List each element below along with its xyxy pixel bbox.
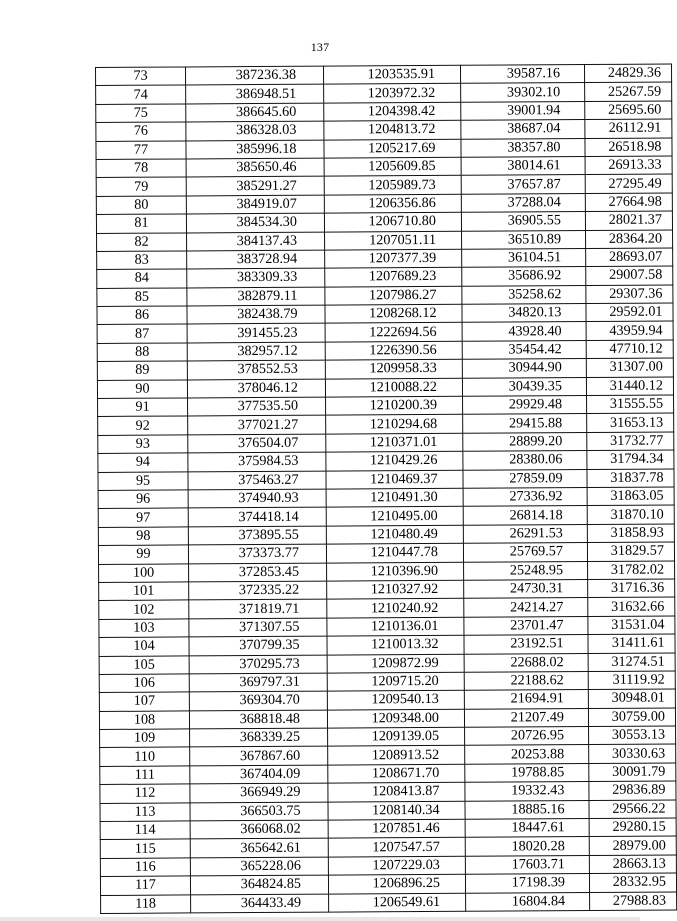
row-number-cell: 79	[96, 177, 186, 196]
value-cell-4: 47710.12	[586, 340, 673, 359]
value-cell-4: 31653.13	[587, 413, 674, 432]
value-cell-3: 35686.92	[462, 267, 586, 286]
value-cell-3: 18447.61	[465, 819, 589, 838]
value-cell-4: 25267.59	[585, 82, 672, 101]
value-cell-1: 365642.61	[190, 838, 328, 857]
value-cell-4: 31531.04	[588, 616, 675, 635]
value-cell-4: 31829.57	[587, 542, 674, 561]
value-cell-1: 377021.27	[188, 416, 326, 435]
value-cell-1: 375984.53	[188, 452, 326, 471]
value-cell-2: 1203535.91	[323, 65, 460, 84]
row-number-cell: 92	[98, 416, 188, 435]
value-cell-4: 31274.51	[588, 652, 675, 671]
value-cell-3: 29929.48	[463, 396, 587, 415]
value-cell-1: 372853.45	[189, 563, 327, 582]
value-cell-1: 384919.07	[186, 195, 324, 214]
value-cell-2: 1204813.72	[324, 120, 461, 139]
row-number-cell: 106	[99, 674, 189, 693]
value-cell-2: 1208913.52	[328, 746, 465, 765]
value-cell-4: 24829.36	[584, 64, 671, 83]
value-cell-2: 1208413.87	[328, 782, 465, 801]
value-cell-1: 385291.27	[186, 176, 324, 195]
value-cell-2: 1207051.11	[325, 231, 462, 250]
value-cell-3: 21694.91	[464, 690, 588, 709]
value-cell-2: 1210491.30	[326, 488, 463, 507]
value-cell-4: 30330.63	[589, 744, 676, 763]
value-cell-4: 26518.98	[585, 138, 672, 157]
value-cell-4: 29836.89	[589, 781, 676, 800]
value-cell-1: 368818.48	[189, 710, 327, 729]
value-cell-3: 27336.92	[463, 487, 587, 506]
row-number-cell: 100	[99, 563, 189, 582]
value-cell-3: 28380.06	[463, 451, 587, 470]
value-cell-3: 17603.71	[465, 855, 589, 874]
row-number-cell: 115	[100, 839, 190, 858]
value-cell-1: 378046.12	[187, 379, 325, 398]
value-cell-1: 367404.09	[190, 765, 328, 784]
row-number-cell: 98	[98, 527, 188, 546]
row-number-cell: 113	[100, 803, 190, 822]
row-number-cell: 95	[98, 472, 188, 491]
row-number-cell: 103	[99, 619, 189, 638]
coordinates-table	[95, 63, 677, 913]
value-cell-1: 387236.38	[186, 66, 324, 85]
value-cell-2: 1205989.73	[324, 176, 461, 195]
value-cell-1: 385650.46	[186, 158, 324, 177]
table-row	[101, 892, 677, 914]
value-cell-4: 31837.78	[587, 469, 674, 488]
row-number-cell: 104	[99, 637, 189, 656]
value-cell-2: 1210294.68	[326, 415, 463, 434]
value-cell-2: 1210469.37	[326, 470, 463, 489]
value-cell-1: 371307.55	[189, 618, 327, 637]
row-number-cell: 75	[96, 104, 186, 123]
value-cell-1: 374940.93	[188, 489, 326, 508]
value-cell-1: 383728.94	[187, 250, 325, 269]
value-cell-1: 382438.79	[187, 305, 325, 324]
row-number-cell: 74	[96, 85, 186, 104]
value-cell-4: 26112.91	[585, 119, 672, 138]
row-number-cell: 108	[99, 711, 189, 730]
value-cell-3: 38357.80	[461, 138, 585, 157]
value-cell-3: 16804.84	[466, 892, 590, 911]
row-number-cell: 111	[100, 766, 190, 785]
row-number-cell: 77	[96, 141, 186, 160]
value-cell-3: 30439.35	[462, 377, 586, 396]
row-number-cell: 86	[97, 306, 187, 325]
value-cell-4: 31794.34	[587, 450, 674, 469]
value-cell-1: 373373.77	[188, 544, 326, 563]
value-cell-2: 1203972.32	[324, 84, 461, 103]
value-cell-1: 368339.25	[190, 728, 328, 747]
row-number-cell: 114	[100, 821, 190, 840]
value-cell-2: 1209139.05	[328, 727, 465, 746]
value-cell-3: 29415.88	[463, 414, 587, 433]
value-cell-2: 1208268.12	[325, 304, 462, 323]
value-cell-4: 30948.01	[588, 689, 675, 708]
value-cell-2: 1206710.80	[324, 212, 461, 231]
row-number-cell: 84	[97, 269, 187, 288]
row-number-cell: 91	[98, 398, 188, 417]
value-cell-2: 1210136.01	[327, 617, 464, 636]
value-cell-2: 1208671.70	[328, 764, 465, 783]
value-cell-4: 31782.02	[588, 561, 675, 580]
row-number-cell: 73	[96, 67, 186, 86]
value-cell-1: 382879.11	[187, 287, 325, 306]
value-cell-3: 36510.89	[462, 230, 586, 249]
value-cell-3: 30944.90	[462, 359, 586, 378]
value-cell-2: 1207689.23	[325, 268, 462, 287]
value-cell-3: 35454.42	[462, 340, 586, 359]
value-cell-4: 30553.13	[589, 726, 676, 745]
value-cell-3: 39587.16	[460, 65, 584, 84]
value-cell-4: 27295.49	[585, 174, 672, 193]
value-cell-2: 1210327.92	[327, 580, 464, 599]
value-cell-2: 1210013.32	[327, 635, 464, 654]
value-cell-3: 23701.47	[464, 616, 588, 635]
value-cell-4: 25695.60	[585, 101, 672, 120]
row-number-cell: 85	[97, 288, 187, 307]
value-cell-2: 1210429.26	[326, 451, 463, 470]
value-cell-3: 24214.27	[464, 598, 588, 617]
value-cell-2: 1209540.13	[327, 691, 464, 710]
value-cell-3: 20726.95	[465, 727, 589, 746]
value-cell-4: 31732.77	[587, 432, 674, 451]
value-cell-4: 31632.66	[588, 597, 675, 616]
value-cell-2: 1206549.61	[329, 893, 466, 912]
value-cell-4: 31863.05	[587, 487, 674, 506]
value-cell-1: 382957.12	[187, 342, 325, 361]
value-cell-3: 18020.28	[465, 837, 589, 856]
value-cell-3: 20253.88	[465, 745, 589, 764]
value-cell-1: 378552.53	[187, 360, 325, 379]
value-cell-1: 385996.18	[186, 140, 324, 159]
value-cell-2: 1210480.49	[326, 525, 463, 544]
row-number-cell: 101	[99, 582, 189, 601]
row-number-cell: 89	[97, 361, 187, 380]
value-cell-2: 1206896.25	[328, 874, 465, 893]
row-number-cell: 88	[97, 343, 187, 362]
value-cell-4: 28364.20	[586, 229, 673, 248]
value-cell-1: 377535.50	[188, 397, 326, 416]
row-number-cell: 112	[100, 784, 190, 803]
value-cell-1: 369797.31	[189, 673, 327, 692]
row-number-cell: 116	[100, 858, 190, 877]
value-cell-4: 30759.00	[588, 708, 675, 727]
row-number-cell: 76	[96, 122, 186, 141]
value-cell-4: 30091.79	[589, 763, 676, 782]
value-cell-1: 384534.30	[186, 213, 324, 232]
row-number-cell: 78	[96, 159, 186, 178]
value-cell-4: 27988.83	[590, 892, 677, 911]
value-cell-4: 31119.92	[588, 671, 675, 690]
value-cell-4: 31440.12	[586, 377, 673, 396]
row-number-cell: 82	[97, 232, 187, 251]
table-body	[96, 64, 677, 913]
value-cell-3: 28899.20	[463, 432, 587, 451]
value-cell-4: 28663.13	[589, 855, 676, 874]
row-number-cell: 96	[98, 490, 188, 509]
value-cell-4: 29280.15	[589, 818, 676, 837]
value-cell-4: 26913.33	[585, 156, 672, 175]
row-number-cell: 102	[99, 600, 189, 619]
value-cell-1: 366503.75	[190, 802, 328, 821]
row-number-cell: 118	[101, 895, 191, 914]
value-cell-1: 375463.27	[188, 471, 326, 490]
row-number-cell: 94	[98, 453, 188, 472]
value-cell-3: 22188.62	[464, 671, 588, 690]
row-number-cell: 90	[97, 380, 187, 399]
value-cell-3: 22688.02	[464, 653, 588, 672]
value-cell-4: 31858.93	[587, 524, 674, 543]
value-cell-2: 1210495.00	[326, 507, 463, 526]
value-cell-4: 29592.01	[586, 303, 673, 322]
value-cell-4: 29007.58	[586, 266, 673, 285]
value-cell-1: 365228.06	[190, 857, 328, 876]
row-number-cell: 117	[100, 876, 190, 895]
value-cell-2: 1226390.56	[325, 341, 462, 360]
value-cell-1: 386645.60	[186, 103, 324, 122]
row-number-cell: 105	[99, 655, 189, 674]
value-cell-3: 19788.85	[465, 763, 589, 782]
value-cell-2: 1205217.69	[324, 139, 461, 158]
value-cell-2: 1207377.39	[325, 249, 462, 268]
value-cell-1: 386328.03	[186, 121, 324, 140]
value-cell-2: 1210371.01	[326, 433, 463, 452]
row-number-cell: 87	[97, 324, 187, 343]
value-cell-3: 18885.16	[465, 800, 589, 819]
value-cell-2: 1207229.03	[328, 856, 465, 875]
page-bottom-edge	[0, 917, 640, 921]
row-number-cell: 83	[97, 251, 187, 270]
value-cell-2: 1209872.99	[327, 654, 464, 673]
value-cell-2: 1204398.42	[324, 102, 461, 121]
row-number-cell: 107	[99, 692, 189, 711]
value-cell-1: 384137.43	[187, 232, 325, 251]
value-cell-1: 376504.07	[188, 434, 326, 453]
value-cell-4: 31555.55	[587, 395, 674, 414]
value-cell-2: 1210240.92	[327, 599, 464, 618]
value-cell-2: 1222694.56	[325, 323, 462, 342]
value-cell-2: 1206356.86	[324, 194, 461, 213]
value-cell-3: 17198.39	[465, 874, 589, 893]
coordinates-table-container	[95, 64, 667, 914]
value-cell-2: 1205609.85	[324, 157, 461, 176]
value-cell-1: 372335.22	[189, 581, 327, 600]
row-number-cell: 110	[100, 747, 190, 766]
value-cell-1: 373895.55	[188, 526, 326, 545]
value-cell-4: 28979.00	[589, 836, 676, 855]
row-number-cell: 80	[96, 196, 186, 215]
value-cell-1: 364824.85	[190, 875, 328, 894]
value-cell-2: 1210088.22	[325, 378, 462, 397]
value-cell-3: 37288.04	[461, 193, 585, 212]
value-cell-4: 31716.36	[588, 579, 675, 598]
value-cell-1: 386948.51	[186, 84, 324, 103]
value-cell-4: 29566.22	[589, 800, 676, 819]
value-cell-1: 370799.35	[189, 636, 327, 655]
value-cell-1: 366949.29	[190, 783, 328, 802]
value-cell-1: 374418.14	[188, 507, 326, 526]
value-cell-2: 1207986.27	[325, 286, 462, 305]
value-cell-1: 366068.02	[190, 820, 328, 839]
value-cell-1: 367867.60	[190, 747, 328, 766]
value-cell-2: 1209348.00	[327, 709, 464, 728]
value-cell-4: 31870.10	[587, 505, 674, 524]
value-cell-4: 31307.00	[586, 358, 673, 377]
value-cell-3: 26291.53	[463, 524, 587, 543]
value-cell-4: 28693.07	[586, 248, 673, 267]
value-cell-3: 25769.57	[463, 543, 587, 562]
value-cell-3: 39001.94	[461, 101, 585, 120]
row-number-cell: 81	[96, 214, 186, 233]
page-number: 137	[310, 40, 330, 54]
row-number-cell: 109	[100, 729, 190, 748]
value-cell-3: 34820.13	[462, 304, 586, 323]
value-cell-3: 27859.09	[463, 469, 587, 488]
value-cell-4: 28332.95	[589, 873, 676, 892]
value-cell-2: 1210396.90	[327, 562, 464, 581]
value-cell-3: 26814.18	[463, 506, 587, 525]
value-cell-3: 36905.55	[461, 212, 585, 231]
row-number-cell: 93	[98, 435, 188, 454]
value-cell-3: 24730.31	[464, 579, 588, 598]
value-cell-2: 1210200.39	[326, 396, 463, 415]
value-cell-2: 1207547.57	[328, 838, 465, 857]
value-cell-3: 25248.95	[464, 561, 588, 580]
value-cell-3: 23192.51	[464, 635, 588, 654]
value-cell-4: 29307.36	[586, 285, 673, 304]
value-cell-2: 1209715.20	[327, 672, 464, 691]
value-cell-3: 35258.62	[462, 285, 586, 304]
value-cell-1: 383309.33	[187, 268, 325, 287]
value-cell-3: 19332.43	[465, 782, 589, 801]
value-cell-4: 27664.98	[585, 193, 672, 212]
value-cell-4: 28021.37	[585, 211, 672, 230]
value-cell-3: 43928.40	[462, 322, 586, 341]
value-cell-3: 21207.49	[464, 708, 588, 727]
value-cell-1: 391455.23	[187, 324, 325, 343]
value-cell-3: 38687.04	[461, 120, 585, 139]
value-cell-1: 364433.49	[191, 894, 329, 913]
row-number-cell: 99	[98, 545, 188, 564]
value-cell-2: 1207851.46	[328, 819, 465, 838]
value-cell-1: 369304.70	[189, 691, 327, 710]
value-cell-3: 36104.51	[462, 248, 586, 267]
value-cell-1: 370295.73	[189, 655, 327, 674]
value-cell-4: 43959.94	[586, 321, 673, 340]
value-cell-3: 39302.10	[461, 83, 585, 102]
value-cell-1: 371819.71	[189, 599, 327, 618]
value-cell-2: 1208140.34	[328, 801, 465, 820]
value-cell-4: 31411.61	[588, 634, 675, 653]
value-cell-2: 1209958.33	[325, 360, 462, 379]
value-cell-3: 38014.61	[461, 156, 585, 175]
value-cell-3: 37657.87	[461, 175, 585, 194]
row-number-cell: 97	[98, 508, 188, 527]
value-cell-2: 1210447.78	[326, 543, 463, 562]
